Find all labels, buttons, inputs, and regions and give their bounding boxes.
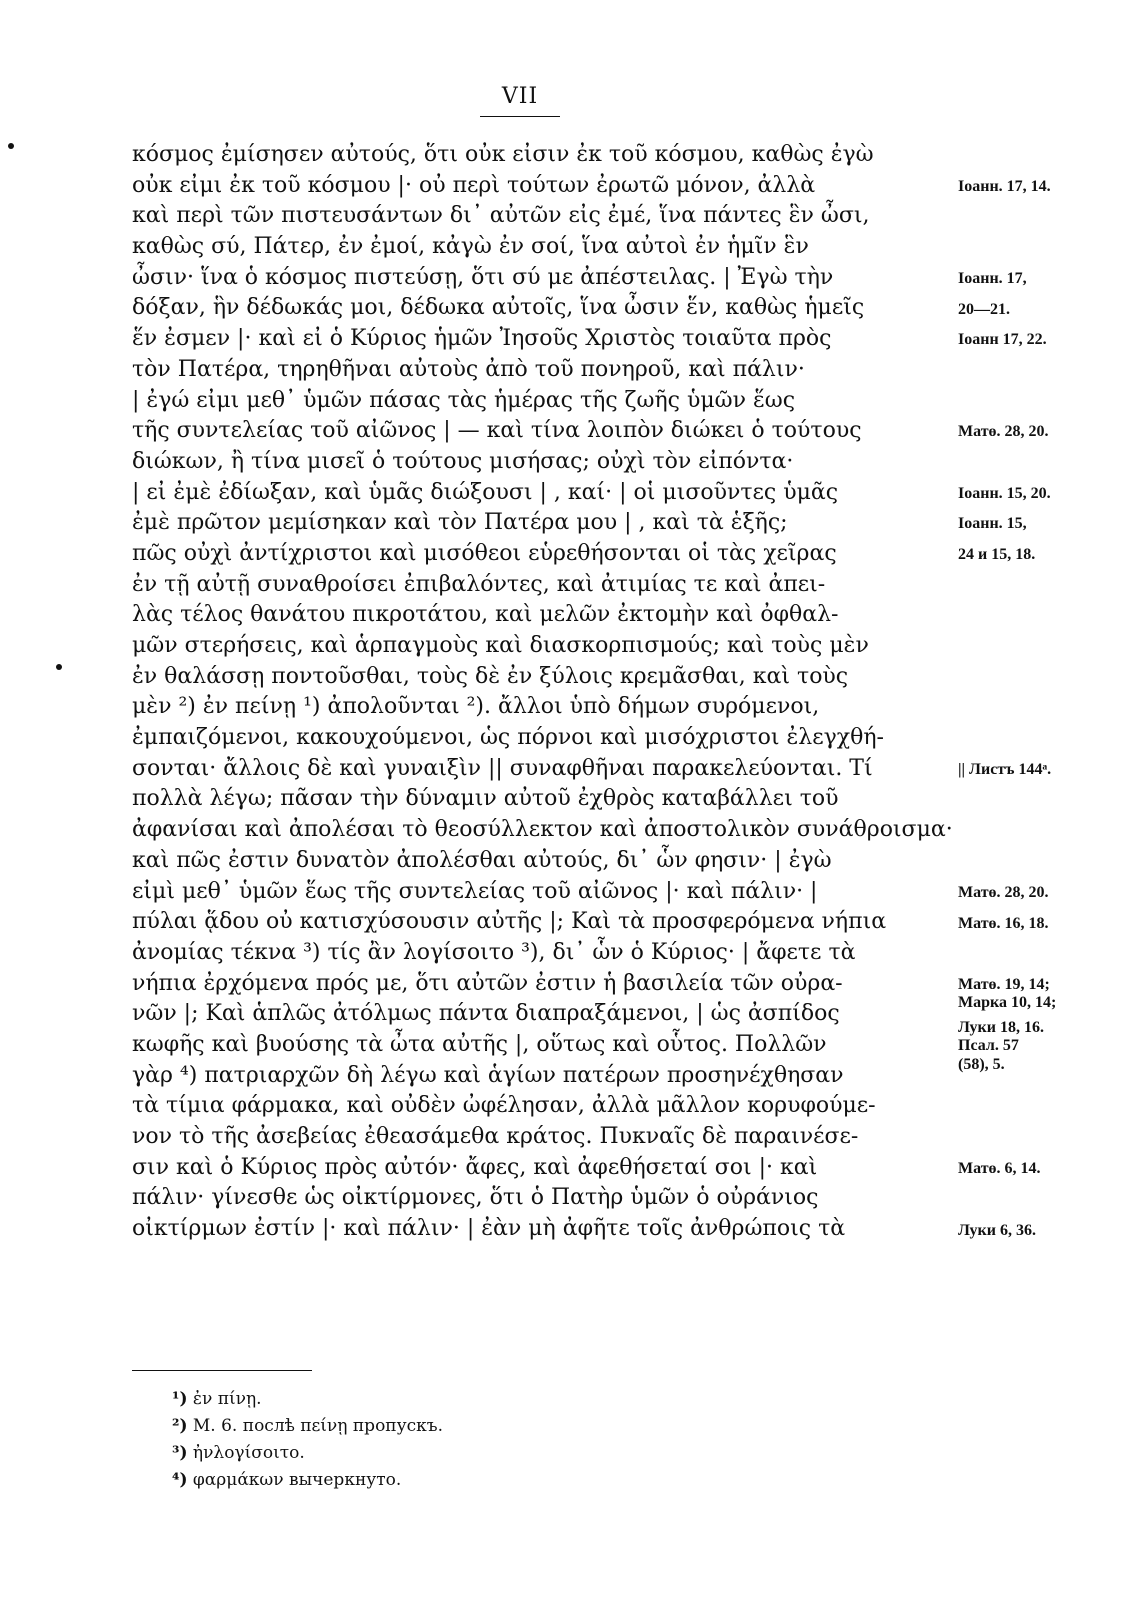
footnote-text: ἐν πίνῃ. bbox=[187, 1389, 262, 1409]
text-line: ἀνομίας τέκνα ³) τίς ἂν λογίσοιτο ³), δι᾽ ὧν ὁ Κύριος· | ἄφετε τὰ bbox=[132, 939, 856, 965]
folio-rule bbox=[480, 116, 560, 117]
text-line: πάλιν· γίνεσθε ὡς οἰκτίρμονες, ὅτι ὁ Πατὴρ ὑμῶν ὁ οὐράνιος bbox=[132, 1185, 819, 1211]
text-line: ἐν τῇ αὐτῇ συναθροίσει ἐπιβαλόντες, καὶ ἀτιμίας τε καὶ ἀπει- bbox=[132, 571, 826, 597]
margin-reference: Матө. 28, 20. bbox=[958, 883, 1049, 901]
text-line: νήπια ἐρχόμενα πρός με, ὅτι αὐτῶν ἐστιν ἡ βασιλεία τῶν οὐρα- bbox=[132, 970, 843, 996]
text-line: σιν καὶ ὁ Κύριος πρὸς αὐτόν· ἄφες, καὶ ἀφεθήσεταί σοι |· καὶ bbox=[132, 1154, 818, 1180]
margin-reference: Іоанн. 17, 14. bbox=[958, 177, 1051, 195]
margin-reference: Луки 18, 16. bbox=[958, 1018, 1044, 1036]
text-line: | εἰ ἐμὲ ἐδίωξαν, καὶ ὑμᾶς διώξουσι | , καί· | οἱ μισοῦντες ὑμᾶς bbox=[132, 479, 839, 505]
text-line: διώκων, ἢ τίνα μισεῖ ὁ τούτους μισήσας; οὐχὶ τὸν εἰπόντα· bbox=[132, 448, 794, 474]
margin-reference: Іоанн. 15, 20. bbox=[958, 484, 1051, 502]
text-line: κωφῆς καὶ βυούσης τὰ ὦτα αὐτῆς |, οὕτως καὶ οὗτος. Πολλῶν bbox=[132, 1031, 827, 1057]
text-line: καθὼς σύ, Πάτερ, ἐν ἐμοί, κἀγὼ ἐν σοί, ἵνα αὐτοὶ ἐν ἡμῖν ἓν bbox=[132, 234, 809, 260]
footnote bbox=[172, 1413, 872, 1440]
text-line: πύλαι ᾅδου οὐ κατισχύσουσιν αὐτῆς |; Καὶ τὰ προσφερόμενα νήπια bbox=[132, 909, 887, 935]
text-line: τὸν Πατέρα, τηρηθῆναι αὐτοὺς ἀπὸ τοῦ πονηροῦ, καὶ πάλιν· bbox=[132, 356, 805, 382]
margin-reference: (58), 5. bbox=[958, 1055, 1005, 1073]
margin-reference: Псал. 57 bbox=[958, 1037, 1019, 1055]
page-folio: VII bbox=[501, 84, 539, 109]
text-line: νον τὸ τῆς ἀσεβείας ἐθεασάμεθα κράτος. Πυκναῖς δὲ παραινέσε- bbox=[132, 1124, 859, 1149]
footnote-text: М. 6. послѣ πείνῃ пропускъ. bbox=[187, 1416, 443, 1436]
text-line: ἐμπαιζόμενοι, κακουχούμενοι, ὡς πόρνοι καὶ μισόχριστοι ἐλεγχθή- bbox=[132, 725, 884, 751]
text-line: εἰμὶ μεθ᾽ ὑμῶν ἕως τῆς συντελείας τοῦ αἰῶνος |· καὶ πάλιν· | bbox=[132, 878, 818, 904]
text-line: ὦσιν· ἵνα ὁ κόσμος πιστεύσῃ, ὅτι σύ με ἀπέστειλας. | Ἐγὼ τὴν bbox=[132, 264, 834, 290]
text-line: μὲν ²) ἐν πείνῃ ¹) ἀπολοῦνται ²). ἄλλοι ὑπὸ δήμων συρόμενοι, bbox=[132, 694, 820, 720]
text-line: καὶ πῶς ἐστιν δυνατὸν ἀπολέσθαι αὐτούς, δι᾽ ὧν φησιν· | ἐγὼ bbox=[132, 847, 832, 873]
footnote-text: ἠνλογίσοιτο. bbox=[187, 1443, 305, 1463]
footnote-text: φαρμάκων вычеркнуто. bbox=[187, 1470, 402, 1490]
footnotes-block bbox=[172, 1386, 872, 1494]
text-line: οὐκ εἰμι ἐκ τοῦ κόσμου |· οὐ περὶ τούτων ἐρωτῶ μόνον, ἀλλὰ bbox=[132, 172, 816, 198]
footnote-mark: ⁴) bbox=[172, 1470, 188, 1490]
text-line: τῆς συντελείας τοῦ αἰῶνος | — καὶ τίνα λοιπὸν διώκει ὁ τούτους bbox=[132, 418, 862, 444]
text-line: σονται· ἄλλοις δὲ καὶ γυναιξὶν || συναφθῆναι παρακελεύονται. Τί bbox=[132, 755, 873, 781]
footnote-mark: ²) bbox=[172, 1416, 188, 1436]
margin-reference: Іоанн 17, 22. bbox=[958, 331, 1047, 349]
margin-reference: Луки 6, 36. bbox=[958, 1221, 1036, 1239]
margin-reference: Матө. 6, 14. bbox=[958, 1160, 1041, 1178]
margin-dot-mark bbox=[56, 664, 62, 670]
text-line: λὰς τέλος θανάτου πικροτάτου, καὶ μελῶν ἐκτομὴν καὶ ὀφθαλ- bbox=[132, 602, 839, 628]
margin-reference: Іоанн. 15, bbox=[958, 515, 1027, 533]
margin-reference: Іоанн. 17, bbox=[958, 269, 1027, 287]
text-line: πολλὰ λέγω; πᾶσαν τὴν δύναμιν αὐτοῦ ἐχθρὸς καταβάλλει τοῦ bbox=[132, 786, 839, 812]
footnote-mark: ¹) bbox=[172, 1389, 188, 1409]
text-line: γὰρ ⁴) πατριαρχῶν δὴ λέγω καὶ ἁγίων πατέρων προσηνέχθησαν bbox=[132, 1062, 844, 1088]
text-line: οἰκτίρμων ἐστίν |· καὶ πάλιν· | ἐὰν μὴ ἀφῆτε τοῖς ἀνθρώποις τὰ bbox=[132, 1216, 846, 1242]
text-line: δόξαν, ἣν δέδωκάς μοι, δέδωκα αὐτοῖς, ἵνα ὦσιν ἕν, καθὼς ἡμεῖς bbox=[132, 295, 865, 321]
footnote-rule bbox=[132, 1370, 312, 1371]
footnote bbox=[172, 1440, 872, 1467]
text-line: μῶν στερήσεις, καὶ ἁρπαγμοὺς καὶ διασκορπισμούς; καὶ τοὺς μὲν bbox=[132, 633, 869, 658]
text-line: ἕν ἐσμεν |· καὶ εἰ ὁ Κύριος ἡμῶν Ἰησοῦς Χριστὸς τοιαῦτα πρὸς bbox=[132, 326, 832, 352]
margin-reference: Марка 10, 14; bbox=[958, 994, 1057, 1012]
margin-reference: || Листъ 144ᵃ. bbox=[958, 761, 1052, 778]
text-line: καὶ περὶ τῶν πιστευσάντων δι᾽ αὐτῶν εἰς ἐμέ, ἵνα πάντες ἓν ὦσι, bbox=[132, 203, 870, 229]
footnote-mark: ³) bbox=[172, 1443, 188, 1463]
text-line: ἐμὲ πρῶτον μεμίσηκαν καὶ τὸν Πατέρα μου | , καὶ τὰ ἑξῆς; bbox=[132, 510, 788, 536]
text-line: τὰ τίμια φάρμακα, καὶ οὐδὲν ὠφέλησαν, ἀλλὰ μᾶλλον κορυφούμε- bbox=[132, 1093, 876, 1119]
text-line: ἐν θαλάσσῃ ποντοῦσθαι, τοὺς δὲ ἐν ξύλοις κρεμᾶσθαι, καὶ τοὺς bbox=[132, 663, 849, 689]
text-line: πῶς οὐχὶ ἀντίχριστοι καὶ μισόθεοι εὑρεθήσονται οἱ τὰς χεῖρας bbox=[132, 540, 837, 566]
margin-reference: 24 и 15, 18. bbox=[958, 546, 1036, 564]
margin-reference: Матө. 28, 20. bbox=[958, 423, 1049, 441]
text-line: κόσμος ἐμίσησεν αὐτούς, ὅτι οὐκ εἰσιν ἐκ τοῦ κόσμου, καθὼς ἐγὼ bbox=[132, 142, 874, 167]
text-line: νῶν |; Καὶ ἁπλῶς ἀτόλμως πάντα διαπραξάμενοι, | ὡς ἀσπίδος bbox=[132, 1001, 840, 1027]
margin-reference: 20—21. bbox=[958, 300, 1010, 318]
text-line: | ἐγώ εἰμι μεθ᾽ ὑμῶν πάσας τὰς ἡμέρας τῆς ζωῆς ὑμῶν ἕως bbox=[132, 387, 796, 413]
text-line: ἀφανίσαι καὶ ἀπολέσαι τὸ θεοσύλλεκτον καὶ ἀποστολικὸν συνάθροισμα· bbox=[132, 817, 953, 843]
main-text-block bbox=[132, 140, 952, 1245]
margin-dot-mark bbox=[8, 143, 14, 149]
margin-reference: Матө. 16, 18. bbox=[958, 914, 1049, 932]
footnote bbox=[172, 1386, 872, 1413]
margin-reference: Матө. 19, 14; bbox=[958, 975, 1050, 993]
footnote bbox=[172, 1467, 872, 1494]
